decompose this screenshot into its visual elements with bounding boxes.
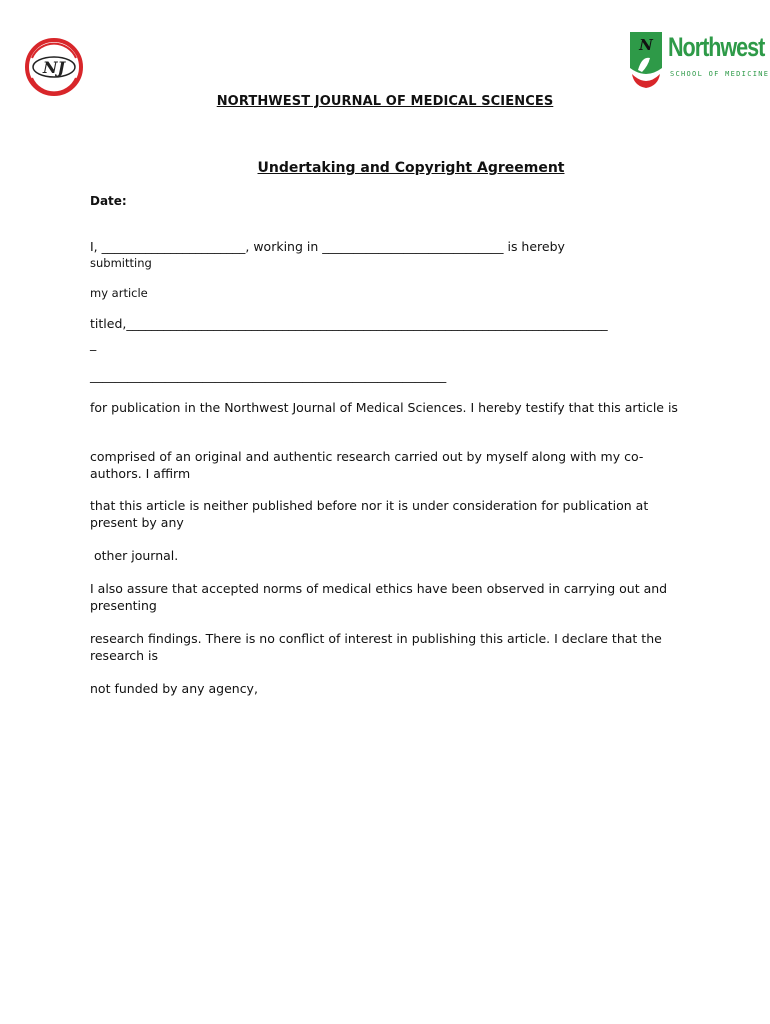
submitting-text: submitting <box>90 256 152 270</box>
svg-text:N: N <box>639 36 653 54</box>
date-label: Date: <box>90 194 127 208</box>
northwest-logo <box>628 28 770 94</box>
name-institution-line: I, _______________________, working in _____________________________ is hereby <box>90 239 565 254</box>
paragraph-3: that this article is neither published before nor it is under consideration for publication at present by any <box>90 498 653 530</box>
journal-title: NORTHWEST JOURNAL OF MEDICAL SCIENCES <box>216 94 554 109</box>
agreement-title: Undertaking and Copyright Agreement <box>257 160 565 176</box>
paragraph-5: I also assure that accepted norms of medical ethics have been observed in carrying out and presenting <box>90 581 672 613</box>
paragraph-2: comprised of an original and authentic research carried out by myself along with my co-authors. I affirm <box>90 449 644 481</box>
my-article-text: my article <box>90 286 148 300</box>
northwest-logo-subtitle: SCHOOL OF MEDICINE <box>670 70 770 78</box>
paragraph-4: other journal. <box>90 548 179 563</box>
titled-line: titled,_____________________________________________________________________________ <box>90 316 608 331</box>
northwest-logo-word: Northwest <box>668 32 765 62</box>
nj-logo <box>24 36 84 98</box>
paragraph-1: for publication in the Northwest Journal of Medical Sciences. I hereby testify that this article is <box>90 400 678 415</box>
titled-line-continuation: _ <box>90 336 97 351</box>
blank-title-line: _________________________________________________________ <box>90 368 447 383</box>
paragraph-6: research findings. There is no conflict of interest in publishing this article. I declare that the research is <box>90 631 666 663</box>
northwest-emblem-icon <box>628 30 664 90</box>
nj-logo-text: NJ <box>42 58 66 77</box>
paragraph-7: not funded by any agency, <box>90 681 258 696</box>
